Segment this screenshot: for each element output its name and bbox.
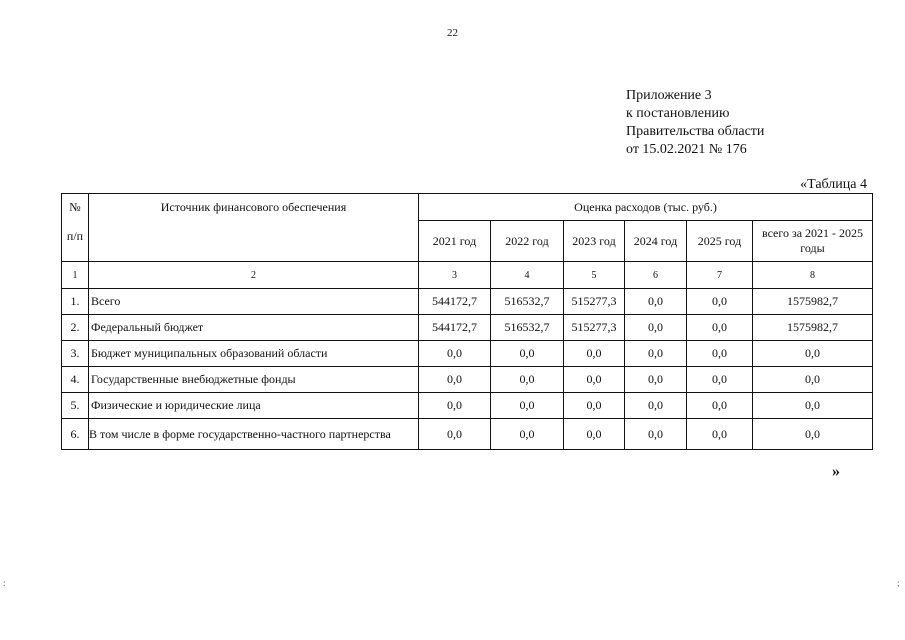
value-total: 1575982,7 [753, 289, 873, 315]
value-2023: 515277,3 [564, 289, 625, 315]
scan-mark-left: : [3, 578, 6, 588]
year-header-2024: 2024 год [625, 221, 687, 262]
value-2024: 0,0 [625, 367, 687, 393]
num-column-sublabel: п/п [66, 229, 84, 243]
num-column-label: № [69, 200, 81, 214]
value-2021: 544172,7 [419, 315, 491, 341]
value-2021: 0,0 [419, 367, 491, 393]
row-number: 5. [62, 393, 89, 419]
column-index-cell: 4 [491, 262, 564, 289]
year-header-2021: 2021 год [419, 221, 491, 262]
row-number: 4. [62, 367, 89, 393]
value-2025: 0,0 [687, 419, 753, 450]
value-2024: 0,0 [625, 289, 687, 315]
value-2022: 0,0 [491, 419, 564, 450]
closing-quote: » [832, 463, 840, 480]
financing-table [61, 193, 873, 450]
value-2023: 0,0 [564, 393, 625, 419]
column-index-cell: 7 [687, 262, 753, 289]
column-index-cell: 1 [62, 262, 89, 289]
row-number: 3. [62, 341, 89, 367]
value-2021: 0,0 [419, 393, 491, 419]
value-2021: 0,0 [419, 341, 491, 367]
total-header-line-1: всего за 2021 - 2025 [761, 226, 864, 240]
table-row [62, 289, 873, 315]
num-column-header [62, 194, 89, 262]
appendix-line-3: Правительства области [626, 124, 765, 139]
year-header-2022: 2022 год [491, 221, 564, 262]
column-index-cell: 2 [89, 262, 419, 289]
appendix-line-2: к постановлению [626, 106, 730, 121]
column-index-cell: 3 [419, 262, 491, 289]
appendix-line-1: Приложение 3 [626, 88, 712, 103]
value-total: 0,0 [753, 341, 873, 367]
total-header-line-2: годы [800, 241, 825, 255]
table-caption: «Таблица 4 [800, 177, 867, 192]
value-2025: 0,0 [687, 341, 753, 367]
table-row [62, 367, 873, 393]
value-2024: 0,0 [625, 419, 687, 450]
value-2024: 0,0 [625, 315, 687, 341]
value-2022: 0,0 [491, 367, 564, 393]
value-2024: 0,0 [625, 341, 687, 367]
value-2022: 0,0 [491, 341, 564, 367]
row-number: 2. [62, 315, 89, 341]
row-source: Всего [89, 289, 419, 315]
page-number: 22 [447, 27, 458, 39]
value-2022: 516532,7 [491, 315, 564, 341]
value-total: 1575982,7 [753, 315, 873, 341]
value-total: 0,0 [753, 393, 873, 419]
row-number: 6. [62, 419, 89, 450]
value-2025: 0,0 [687, 367, 753, 393]
row-source: Федеральный бюджет [89, 315, 419, 341]
column-index-row [62, 262, 873, 289]
row-source: Государственные внебюджетные фонды [89, 367, 419, 393]
value-2025: 0,0 [687, 289, 753, 315]
table-row [62, 341, 873, 367]
total-header [753, 221, 873, 262]
column-index-cell: 5 [564, 262, 625, 289]
value-2022: 0,0 [491, 393, 564, 419]
table-row [62, 393, 873, 419]
value-2024: 0,0 [625, 393, 687, 419]
value-2025: 0,0 [687, 315, 753, 341]
row-source: Бюджет муниципальных образований области [89, 341, 419, 367]
value-total: 0,0 [753, 367, 873, 393]
table-row [62, 315, 873, 341]
value-2023: 515277,3 [564, 315, 625, 341]
value-2023: 0,0 [564, 341, 625, 367]
estimate-group-header: Оценка расходов (тыс. руб.) [419, 194, 873, 221]
value-2021: 544172,7 [419, 289, 491, 315]
column-index-cell: 8 [753, 262, 873, 289]
value-2022: 516532,7 [491, 289, 564, 315]
appendix-block [626, 87, 764, 159]
appendix-line-4: от 15.02.2021 № 176 [626, 142, 747, 157]
value-2023: 0,0 [564, 419, 625, 450]
column-index-cell: 6 [625, 262, 687, 289]
year-header-2023: 2023 год [564, 221, 625, 262]
value-2021: 0,0 [419, 419, 491, 450]
table-row [62, 419, 873, 450]
source-column-header: Источник финансового обеспечения [89, 194, 419, 262]
value-total: 0,0 [753, 419, 873, 450]
scan-mark-right: ; [897, 578, 900, 588]
row-number: 1. [62, 289, 89, 315]
row-source: В том числе в форме государственно-частного партнерства [89, 419, 419, 450]
value-2023: 0,0 [564, 367, 625, 393]
header-row-1 [62, 194, 873, 221]
year-header-2025: 2025 год [687, 221, 753, 262]
value-2025: 0,0 [687, 393, 753, 419]
row-source: Физические и юридические лица [89, 393, 419, 419]
